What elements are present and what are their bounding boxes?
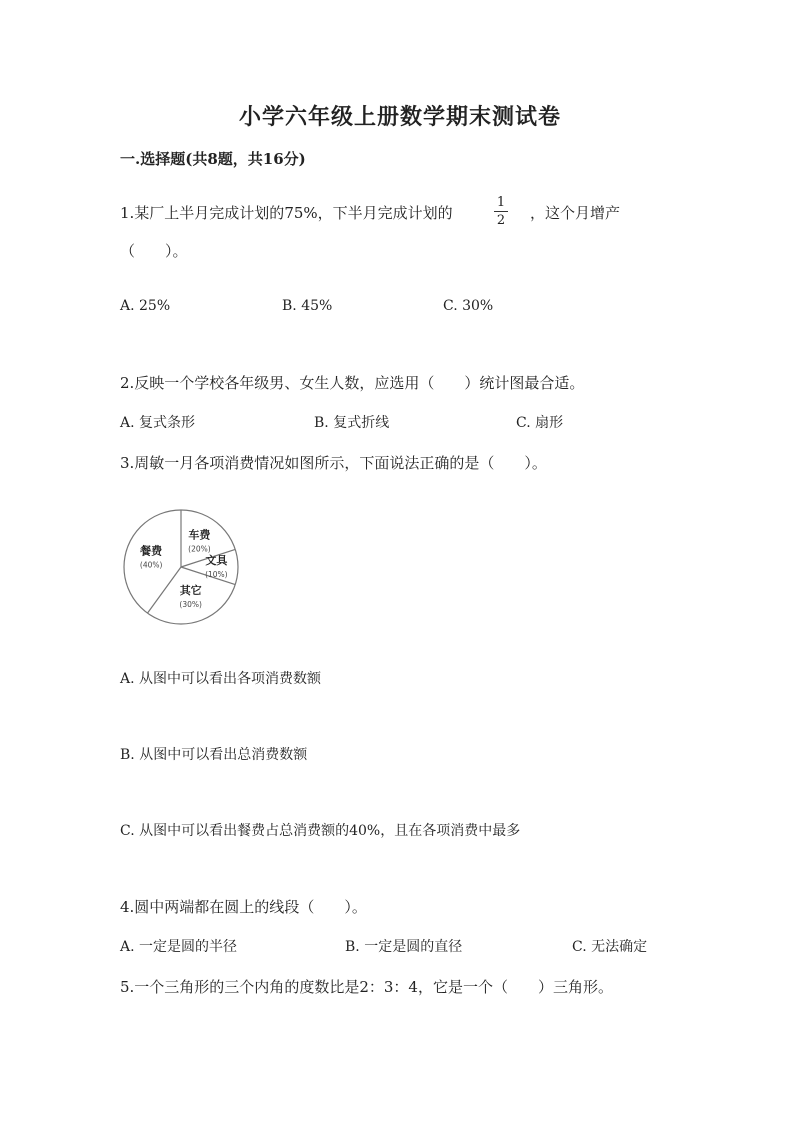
pie-label-stationery: 文具 [205,554,228,567]
fraction-bar [494,211,508,212]
q4-option-c[interactable]: C. 无法确定 [572,939,648,955]
pie-pct-stationery: (10%) [205,570,228,579]
q2-option-c[interactable]: C. 扇形 [516,415,564,431]
question-1-text-cont: ，这个月增产 [530,204,621,222]
q3-option-a[interactable]: A. 从图中可以看出各项消费数额 [120,671,322,687]
question-1-text: 1.某厂上半月完成计划的75%，下半月完成计划的 [120,204,453,222]
pie-label-meals: 餐费 [140,544,163,558]
fraction-one-half [494,196,508,227]
q3-option-c[interactable]: C. 从图中可以看出餐费占总消费额的40%，且在各项消费中最多 [120,823,521,839]
question-5-text: 5.一个三角形的三个内角的度数比是2：3：4，它是一个（ ）三角形。 [120,978,613,996]
q1-option-c[interactable]: C. 30% [443,298,494,314]
pie-label-other: 其它 [179,583,202,597]
question-2-text: 2.反映一个学校各年级男、女生人数，应选用（ ）统计图最合适。 [120,374,585,392]
page-title: 小学六年级上册数学期末测试卷 [238,104,561,130]
q1-option-b[interactable]: B. 45% [282,298,333,314]
fraction-denominator: 2 [496,213,506,228]
expense-pie-chart [120,505,245,630]
pie-pct-other: (30%) [179,599,202,609]
question-3-text: 3.周敏一月各项消费情况如图所示，下面说法正确的是（ ）。 [120,454,547,472]
q4-option-b[interactable]: B. 一定是圆的直径 [345,939,463,955]
question-1-blank: （ ）。 [120,242,188,260]
pie-pct-car: (20%) [188,544,211,554]
q2-option-a[interactable]: A. 复式条形 [120,415,196,431]
q2-option-b[interactable]: B. 复式折线 [314,415,390,431]
q3-option-b[interactable]: B. 从图中可以看出总消费数额 [120,747,308,763]
section-heading: 一.选择题(共8题，共16分) [120,150,306,168]
pie-label-car: 车费 [188,528,211,542]
q1-option-a[interactable]: A. 25% [120,298,171,314]
question-4-text: 4.圆中两端都在圆上的线段（ ）。 [120,898,367,916]
pie-pct-meals: (40%) [139,560,163,570]
fraction-numerator: 1 [496,195,506,210]
q4-option-a[interactable]: A. 一定是圆的半径 [120,939,238,955]
